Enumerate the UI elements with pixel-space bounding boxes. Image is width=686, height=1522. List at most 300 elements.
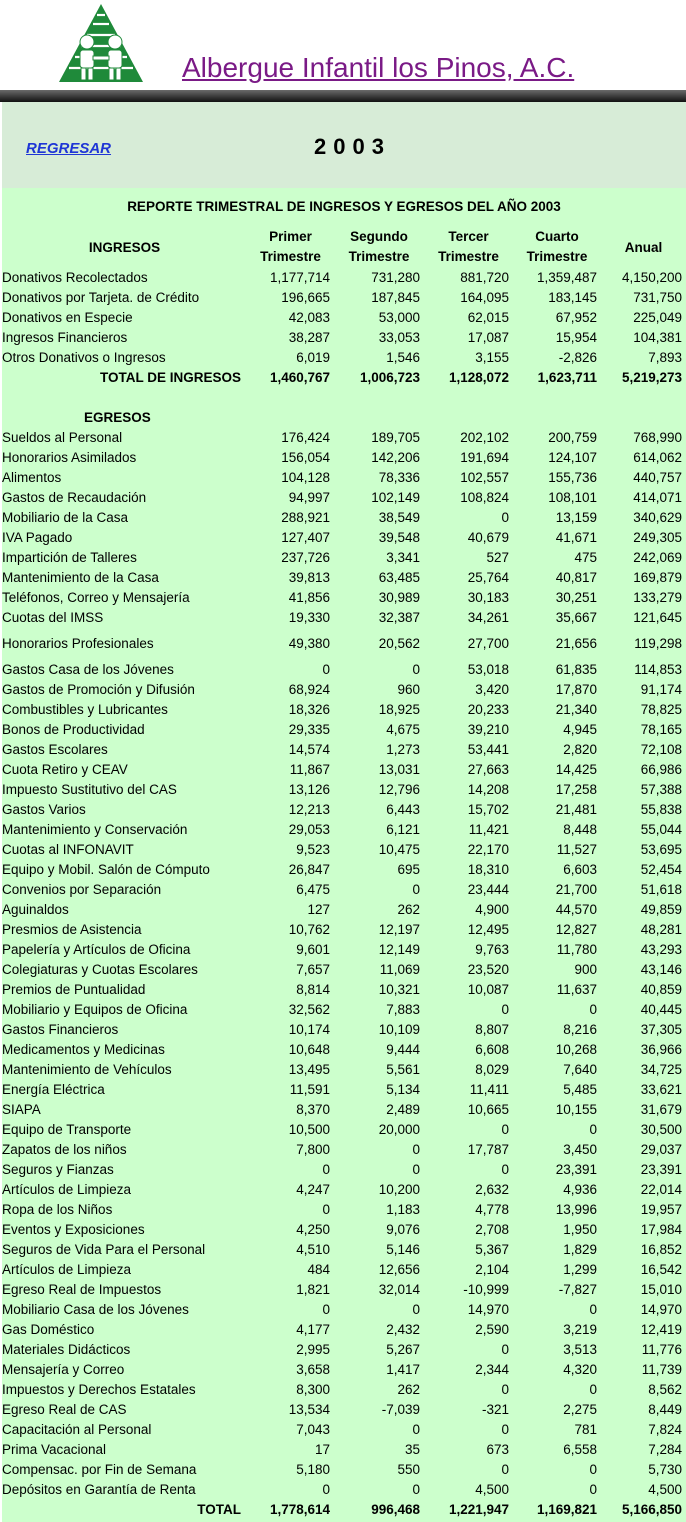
row-label: Donativos por Tarjeta. de Crédito: [2, 289, 200, 305]
row-value: 40,859: [640, 981, 682, 997]
row-value: 62,015: [467, 309, 509, 325]
row-value: 164,095: [460, 289, 509, 305]
table-row: [2, 919, 686, 939]
row-value: 133,279: [633, 589, 682, 605]
row-value: 8,216: [563, 1021, 597, 1037]
row-value: 15,954: [555, 329, 597, 345]
total-egresos-q1: 1,778,614: [269, 1501, 330, 1517]
row-value: 43,293: [640, 941, 682, 957]
row-value: 13,996: [555, 1201, 597, 1217]
row-value: 124,107: [548, 449, 597, 465]
row-label: Energía Eléctrica: [2, 1081, 105, 1097]
table-row: [2, 1059, 686, 1079]
row-value: 4,675: [386, 721, 420, 737]
row-value: 10,500: [288, 1121, 330, 1137]
row-label: Colegiaturas y Cuotas Escolares: [2, 961, 198, 977]
row-value: 11,780: [556, 941, 597, 957]
row-label: Cuotas del IMSS: [2, 609, 104, 625]
row-value: 8,300: [296, 1381, 330, 1397]
row-value: 11,591: [289, 1081, 330, 1097]
row-value: 2,275: [563, 1401, 597, 1417]
row-value: 4,936: [563, 1181, 597, 1197]
row-value: -10,999: [463, 1281, 509, 1297]
table-row: [2, 839, 686, 859]
row-value: 202,102: [460, 429, 509, 445]
row-value: 31,679: [640, 1101, 682, 1117]
row-label: Donativos en Especie: [2, 309, 133, 325]
row-value: 340,629: [633, 509, 682, 525]
row-value: 8,370: [296, 1101, 330, 1117]
table-row: [2, 959, 686, 979]
row-value: 6,019: [296, 349, 330, 365]
row-value: 12,827: [555, 921, 597, 937]
table-row: [2, 487, 686, 507]
table-row: [2, 327, 686, 347]
table-row: [2, 1459, 686, 1479]
row-label: Cuota Retiro y CEAV: [2, 761, 128, 777]
row-value: 35: [404, 1441, 420, 1457]
row-value: 4,177: [296, 1321, 330, 1337]
row-value: 14,970: [467, 1301, 509, 1317]
table-row: [2, 1119, 686, 1139]
table-row: [2, 859, 686, 879]
row-value: 4,500: [648, 1481, 682, 1497]
row-value: 12,656: [378, 1261, 420, 1277]
row-value: 13,126: [288, 781, 330, 797]
column-header-q4: Cuarto Trimestre: [526, 229, 588, 264]
row-value: 0: [589, 1001, 597, 1017]
row-label: Mantenimiento de la Casa: [2, 569, 159, 585]
row-value: 41,671: [555, 529, 597, 545]
row-value: 10,475: [378, 841, 420, 857]
row-value: 10,762: [288, 921, 330, 937]
row-value: 0: [501, 1161, 509, 1177]
row-value: 13,495: [288, 1061, 330, 1077]
table-row: [2, 659, 686, 679]
row-value: 484: [307, 1261, 330, 1277]
row-value: 900: [574, 961, 597, 977]
row-label: Equipo y Mobil. Salón de Cómputo: [2, 861, 210, 877]
row-value: 78,165: [640, 721, 682, 737]
row-value: 9,763: [475, 941, 509, 957]
row-value: 19,957: [640, 1201, 682, 1217]
table-row: [2, 347, 686, 367]
row-value: 0: [322, 1301, 330, 1317]
table-row: [2, 1339, 686, 1359]
row-value: 32,562: [288, 1001, 330, 1017]
table-row: [2, 607, 686, 627]
row-value: 1,177,714: [269, 269, 330, 285]
table-row: [2, 287, 686, 307]
total-egresos-annual: 5,166,850: [621, 1501, 682, 1517]
row-value: 960: [397, 681, 420, 697]
row-label: Honorarios Asimilados: [2, 449, 137, 465]
row-value: 39,813: [288, 569, 330, 585]
table-row: [2, 879, 686, 899]
row-value: 7,824: [648, 1421, 682, 1437]
row-value: 12,197: [378, 921, 420, 937]
row-value: 108,824: [460, 489, 509, 505]
row-value: 11,739: [641, 1361, 682, 1377]
row-value: 21,481: [555, 801, 597, 817]
financial-table: [2, 227, 686, 1519]
row-value: 249,305: [633, 529, 682, 545]
row-value: 34,725: [640, 1061, 682, 1077]
row-value: 2,432: [386, 1321, 420, 1337]
table-row: [2, 1139, 686, 1159]
site-title[interactable]: Albergue Infantil los Pinos, A.C.: [182, 52, 575, 83]
row-value: 8,807: [475, 1021, 509, 1037]
column-header-q1: Primer Trimestre: [260, 229, 321, 264]
row-value: 187,845: [371, 289, 420, 305]
ingresos-rows: [2, 267, 686, 367]
table-row: [2, 307, 686, 327]
row-label: Papelería y Artículos de Oficina: [2, 941, 191, 957]
row-value: 4,320: [563, 1361, 597, 1377]
row-label: Alimentos: [2, 469, 62, 485]
row-value: 0: [501, 1381, 509, 1397]
total-egresos-q2: 996,468: [371, 1501, 420, 1517]
row-value: 27,700: [467, 635, 509, 651]
row-label: Otros Donativos o Ingresos: [2, 349, 166, 365]
row-value: 108,101: [548, 489, 597, 505]
row-label: Prima Vacacional: [2, 1441, 107, 1457]
row-value: 3,513: [563, 1341, 597, 1357]
row-value: 200,759: [548, 429, 597, 445]
total-ingresos-q3: 1,128,072: [448, 369, 509, 385]
table-row: [2, 1159, 686, 1179]
row-value: 4,510: [296, 1241, 330, 1257]
row-value: 30,251: [555, 589, 597, 605]
row-value: 8,449: [648, 1401, 682, 1417]
row-value: 30,989: [378, 589, 420, 605]
row-value: 14,208: [467, 781, 509, 797]
row-label: Convenios por Separación: [2, 881, 162, 897]
row-value: 475: [574, 549, 597, 565]
row-value: 1,546: [386, 349, 420, 365]
row-value: 53,695: [640, 841, 682, 857]
row-value: 49,380: [288, 635, 330, 651]
ingresos-heading: INGRESOS: [88, 239, 161, 255]
row-value: 36,966: [640, 1041, 682, 1057]
row-value: 7,657: [296, 961, 330, 977]
total-egresos-q4: 1,169,821: [536, 1501, 597, 1517]
row-value: 10,087: [467, 981, 509, 997]
row-label: Mantenimiento de Vehículos: [2, 1061, 172, 1077]
row-label: Gas Doméstico: [2, 1321, 95, 1337]
row-label: Depósitos en Garantía de Renta: [2, 1481, 196, 1497]
table-row: [2, 1239, 686, 1259]
row-value: 4,250: [296, 1221, 330, 1237]
row-label: Ingresos Financieros: [2, 329, 128, 345]
row-value: 30,500: [640, 1121, 682, 1137]
row-value: 262: [397, 1381, 420, 1397]
table-row: [2, 759, 686, 779]
row-value: 39,548: [378, 529, 420, 545]
row-label: Egreso Real de CAS: [2, 1401, 127, 1417]
row-value: 0: [501, 509, 509, 525]
row-value: 34,261: [467, 609, 509, 625]
row-value: 33,621: [640, 1081, 682, 1097]
row-value: 16,542: [640, 1261, 682, 1277]
row-value: 40,445: [640, 1001, 682, 1017]
row-value: 26,847: [288, 861, 330, 877]
row-label: Gastos Casa de los Jóvenes: [2, 661, 174, 677]
row-label: Materiales Didácticos: [2, 1341, 131, 1357]
row-value: 191,694: [460, 449, 509, 465]
row-value: 10,155: [555, 1101, 597, 1117]
row-value: 11,776: [641, 1341, 682, 1357]
row-value: 57,388: [640, 781, 682, 797]
row-value: 2,820: [563, 741, 597, 757]
row-value: 5,485: [563, 1081, 597, 1097]
row-value: 10,174: [288, 1021, 330, 1037]
table-row: [2, 627, 686, 659]
row-value: 1,821: [296, 1281, 330, 1297]
row-value: 0: [589, 1461, 597, 1477]
table-row: [2, 699, 686, 719]
row-value: 15,010: [640, 1281, 682, 1297]
table-row: [2, 1439, 686, 1459]
row-value: 10,648: [288, 1041, 330, 1057]
row-value: 527: [486, 549, 509, 565]
spacer-row: [2, 387, 686, 407]
row-value: 614,062: [633, 449, 682, 465]
pine-tree-children-logo: [55, 2, 147, 86]
row-value: 3,658: [296, 1361, 330, 1377]
row-value: 9,523: [296, 841, 330, 857]
row-value: 8,814: [296, 981, 330, 997]
total-ingresos-label: TOTAL DE INGRESOS: [99, 369, 241, 385]
table-row: [2, 719, 686, 739]
row-value: 4,945: [563, 721, 597, 737]
row-value: 156,054: [281, 449, 330, 465]
row-label: Cuotas al INFONAVIT: [2, 841, 134, 857]
row-value: 2,104: [475, 1261, 509, 1277]
row-value: 21,656: [555, 635, 597, 651]
row-value: 5,146: [386, 1241, 420, 1257]
row-value: 6,121: [386, 821, 420, 837]
row-value: 8,448: [563, 821, 597, 837]
row-value: 2,708: [475, 1221, 509, 1237]
row-value: 12,213: [288, 801, 330, 817]
row-value: 68,924: [288, 681, 330, 697]
row-label: Bonos de Productividad: [2, 721, 145, 737]
row-value: 21,700: [555, 881, 597, 897]
row-value: 11,069: [379, 961, 420, 977]
row-value: 1,950: [563, 1221, 597, 1237]
row-value: 13,534: [288, 1401, 330, 1417]
row-value: 4,247: [296, 1181, 330, 1197]
row-value: 225,049: [633, 309, 682, 325]
row-value: 0: [412, 1301, 420, 1317]
table-row: [2, 467, 686, 487]
row-value: 72,108: [640, 741, 682, 757]
row-value: 25,764: [467, 569, 509, 585]
table-row: [2, 819, 686, 839]
table-row: [2, 679, 686, 699]
row-value: 16,852: [640, 1241, 682, 1257]
row-value: 262: [397, 901, 420, 917]
row-value: 0: [589, 1381, 597, 1397]
row-value: 121,645: [633, 609, 682, 625]
row-value: 0: [322, 1481, 330, 1497]
table-row: [2, 527, 686, 547]
total-ingresos-q4: 1,623,711: [537, 369, 597, 385]
row-value: 1,273: [386, 741, 420, 757]
row-value: 13,031: [378, 761, 420, 777]
row-value: 2,995: [296, 1341, 330, 1357]
row-value: 0: [322, 1201, 330, 1217]
row-value: 13,159: [555, 509, 597, 525]
row-value: 142,206: [371, 449, 420, 465]
row-value: 14,970: [640, 1301, 682, 1317]
row-label: Gastos Escolares: [2, 741, 108, 757]
row-value: 11,527: [556, 841, 597, 857]
total-ingresos-q2: 1,006,723: [359, 369, 420, 385]
row-label: Ropa de los Niños: [2, 1201, 113, 1217]
row-value: 17,087: [467, 329, 509, 345]
row-value: 53,441: [467, 741, 509, 757]
report-title: REPORTE TRIMESTRAL DE INGRESOS Y EGRESOS DEL AÑO 2003: [127, 199, 561, 214]
row-label: Artículos de Limpieza: [2, 1181, 132, 1197]
row-value: 0: [322, 1161, 330, 1177]
row-value: 15,702: [467, 801, 509, 817]
row-value: 10,665: [467, 1101, 509, 1117]
row-value: 61,835: [555, 661, 597, 677]
row-value: 55,044: [640, 821, 682, 837]
row-value: 17,870: [555, 681, 597, 697]
table-row: [2, 1379, 686, 1399]
row-value: 0: [589, 1301, 597, 1317]
row-value: 440,757: [633, 469, 682, 485]
row-value: 10,268: [555, 1041, 597, 1057]
row-label: Mensajería y Correo: [2, 1361, 125, 1377]
row-value: 169,879: [633, 569, 682, 585]
back-link[interactable]: REGRESAR: [26, 140, 112, 157]
row-value: 14,574: [288, 741, 330, 757]
table-row: [2, 1479, 686, 1499]
row-value: 5,367: [475, 1241, 509, 1257]
row-value: 21,340: [555, 701, 597, 717]
table-row: [2, 799, 686, 819]
row-value: 2,489: [386, 1101, 420, 1117]
table-row: [2, 1039, 686, 1059]
row-value: 9,444: [386, 1041, 420, 1057]
row-value: 0: [589, 1121, 597, 1137]
row-value: 3,341: [386, 549, 420, 565]
row-value: 5,561: [386, 1061, 420, 1077]
table-row: [2, 999, 686, 1019]
row-value: 2,344: [475, 1361, 509, 1377]
row-label: Zapatos de los niños: [2, 1141, 127, 1157]
table-row: [2, 1399, 686, 1419]
row-value: 1,183: [386, 1201, 420, 1217]
row-value: 5,267: [386, 1341, 420, 1357]
row-value: 7,284: [648, 1441, 682, 1457]
row-value: 102,557: [460, 469, 509, 485]
row-value: 0: [501, 1421, 509, 1437]
row-value: 12,495: [467, 921, 509, 937]
row-value: 0: [322, 661, 330, 677]
row-value: 35,667: [555, 609, 597, 625]
row-value: 12,796: [378, 781, 420, 797]
page-header: [0, 0, 686, 90]
table-row: [2, 1259, 686, 1279]
row-value: 0: [501, 1341, 509, 1357]
row-value: 44,570: [555, 901, 597, 917]
row-label: Gastos Varios: [2, 801, 86, 817]
table-row: [2, 1079, 686, 1099]
row-value: 6,603: [563, 861, 597, 877]
row-label: Gastos Financieros: [2, 1021, 119, 1037]
egresos-heading-row: [2, 407, 686, 427]
row-value: 19,330: [288, 609, 330, 625]
row-value: 41,856: [288, 589, 330, 605]
row-value: 3,450: [563, 1141, 597, 1157]
table-row: [2, 1219, 686, 1239]
row-value: 2,590: [475, 1321, 509, 1337]
table-row: [2, 1099, 686, 1119]
row-value: 23,520: [467, 961, 509, 977]
row-value: 55,838: [640, 801, 682, 817]
row-label: Presmios de Asistencia: [2, 921, 142, 937]
row-label: Combustibles y Lubricantes: [2, 701, 168, 717]
row-value: 673: [486, 1441, 509, 1457]
row-value: 189,705: [371, 429, 420, 445]
row-value: -321: [481, 1401, 509, 1417]
row-value: 781: [574, 1421, 597, 1437]
row-value: 0: [412, 1161, 420, 1177]
row-value: 17: [314, 1441, 330, 1457]
row-value: 114,853: [634, 661, 682, 677]
row-value: 40,679: [467, 529, 509, 545]
row-value: 10,109: [378, 1021, 420, 1037]
table-row: [2, 1299, 686, 1319]
row-value: 7,043: [296, 1421, 330, 1437]
row-value: 42,083: [288, 309, 330, 325]
table-row: [2, 939, 686, 959]
row-value: 1,299: [563, 1261, 597, 1277]
table-row: [2, 1179, 686, 1199]
row-value: 30,183: [467, 589, 509, 605]
row-value: 33,053: [378, 329, 420, 345]
report-panel: [2, 188, 686, 1522]
row-value: 3,420: [475, 681, 509, 697]
row-value: 4,778: [475, 1201, 509, 1217]
row-value: 32,387: [378, 609, 420, 625]
table-row: [2, 739, 686, 759]
egresos-rows: [2, 427, 686, 1499]
row-value: 5,180: [296, 1461, 330, 1477]
row-value: 6,608: [475, 1041, 509, 1057]
row-value: 127,407: [281, 529, 330, 545]
row-value: 7,883: [386, 1001, 420, 1017]
table-row: [2, 567, 686, 587]
row-value: 38,549: [378, 509, 420, 525]
row-label: Honorarios Profesionales: [2, 635, 154, 651]
row-value: 1,417: [386, 1361, 420, 1377]
row-value: 237,726: [281, 549, 330, 565]
row-label: Mobiliario y Equipos de Oficina: [2, 1001, 188, 1017]
row-value: 23,391: [555, 1161, 597, 1177]
row-value: 4,900: [475, 901, 509, 917]
row-value: 39,210: [467, 721, 509, 737]
row-value: 6,558: [563, 1441, 597, 1457]
row-value: 8,029: [475, 1061, 509, 1077]
row-value: 119,298: [634, 635, 682, 651]
row-value: 550: [397, 1461, 420, 1477]
